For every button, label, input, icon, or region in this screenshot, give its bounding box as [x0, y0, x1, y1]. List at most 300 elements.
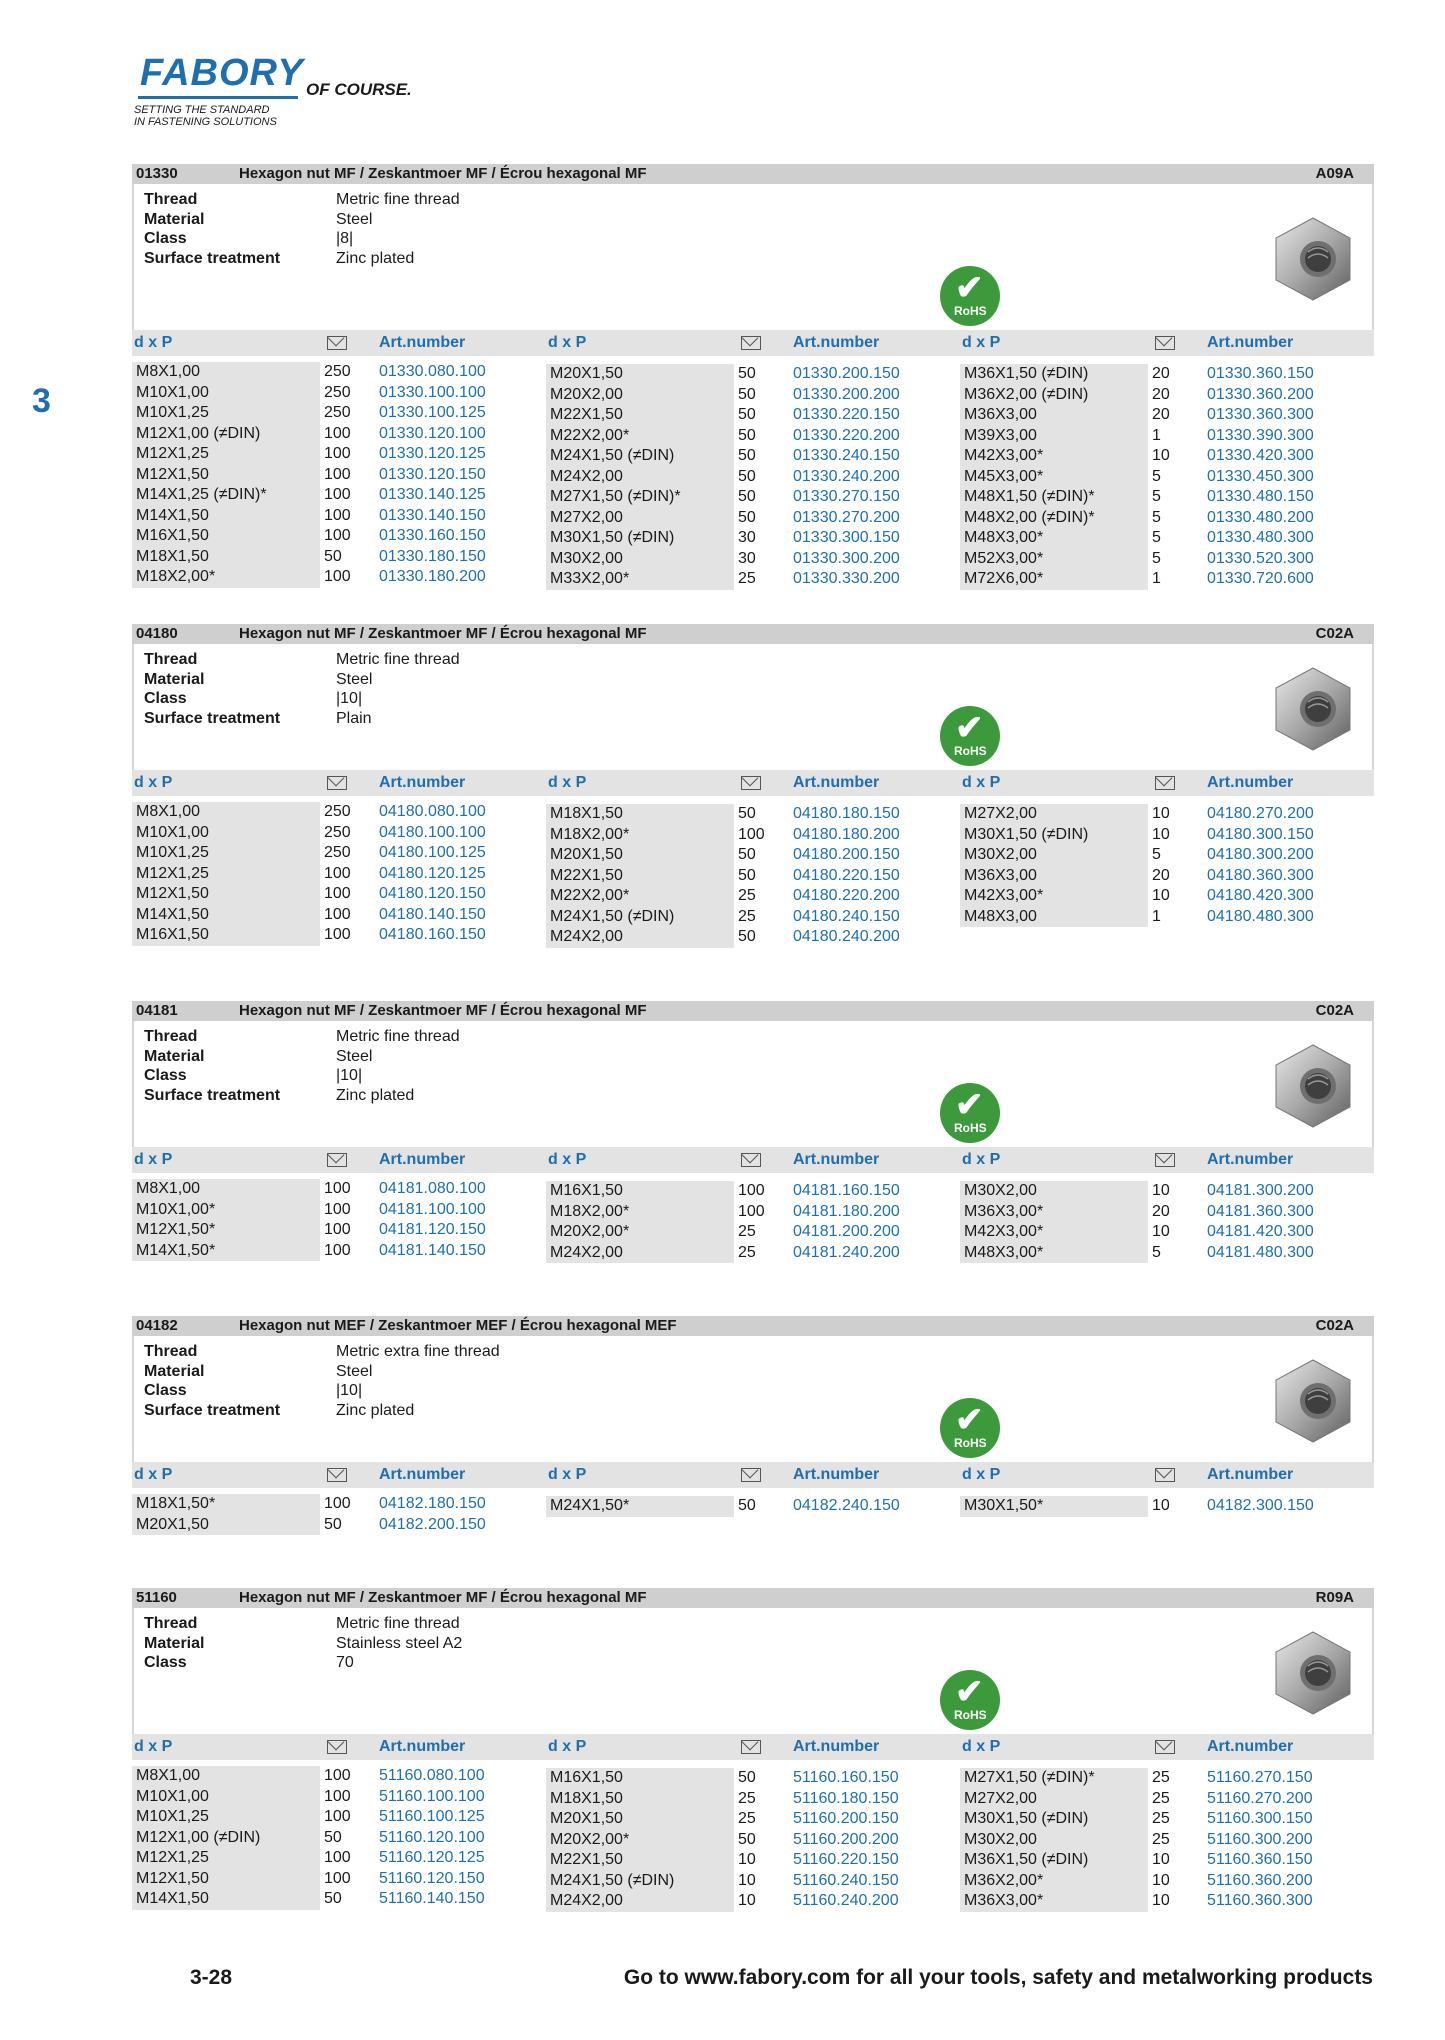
mail-pack-icon: [327, 1740, 347, 1754]
property-value: |8|: [336, 230, 354, 247]
size-column-header: d x P: [134, 1466, 173, 1483]
property-row: [144, 1614, 462, 1634]
article-number-link[interactable]: 04181.300.200: [1207, 1182, 1314, 1199]
size-cell: M24X2,00: [546, 1243, 734, 1264]
article-number-link[interactable]: 04181.140.150: [379, 1241, 486, 1259]
quantity-cell: 20: [1152, 1202, 1170, 1220]
checkmark-icon: ✔: [955, 709, 984, 747]
size-cell: M22X1,50: [546, 405, 734, 426]
quantity-cell: 50: [738, 467, 756, 485]
size-cell: M30X1,50*: [960, 1496, 1148, 1517]
property-row: [144, 1342, 500, 1362]
size-cell: M48X1,50 (≠DIN)*: [960, 487, 1148, 508]
quantity-cell: 10: [1152, 1871, 1170, 1889]
size-cell: M36X3,00*: [960, 1202, 1148, 1223]
quantity-cell: 5: [1152, 508, 1161, 526]
article-number-link[interactable]: 01330.100.125: [379, 404, 486, 421]
size-column-header: d x P: [548, 774, 587, 791]
size-cell: M48X3,00*: [960, 528, 1148, 549]
article-column-header: Art.number: [1207, 774, 1294, 791]
article-column-header: Art.number: [379, 1151, 466, 1168]
quantity-cell: 50: [738, 1830, 756, 1848]
quantity-cell: 100: [324, 465, 351, 483]
article-number-link[interactable]: 01330.270.150: [793, 488, 900, 505]
size-column-header: d x P: [962, 1151, 1001, 1168]
section-header: [132, 1588, 1374, 1608]
quantity-cell: 5: [1152, 467, 1161, 485]
article-number-link[interactable]: 01330.720.600: [1207, 570, 1314, 587]
article-number-link[interactable]: 01330.480.300: [1207, 529, 1314, 546]
property-label: Class: [144, 1654, 187, 1671]
property-value: Metric fine thread: [336, 191, 460, 208]
size-cell: M16X1,50: [546, 1181, 734, 1202]
article-number-link[interactable]: 01330.360.150: [1207, 365, 1314, 382]
property-label: Thread: [144, 651, 198, 668]
article-number-link[interactable]: 01330.140.150: [379, 506, 486, 524]
article-number-link[interactable]: 01330.080.100: [379, 363, 486, 380]
property-label: Thread: [144, 1615, 198, 1632]
quantity-cell: 20: [1152, 385, 1170, 403]
property-label: Thread: [144, 191, 198, 208]
quantity-cell: 50: [738, 928, 756, 945]
size-cell: M48X2,00 (≠DIN)*: [960, 508, 1148, 529]
table-header: [132, 330, 1374, 356]
property-value: Metric fine thread: [336, 651, 460, 668]
article-number-link[interactable]: 01330.300.150: [793, 529, 900, 546]
property-row: [144, 1381, 500, 1401]
article-number-link[interactable]: 04180.240.200: [793, 928, 900, 945]
quantity-cell: 100: [324, 1200, 351, 1218]
mail-pack-icon: [741, 1153, 761, 1167]
article-number-link[interactable]: 04182.180.150: [379, 1495, 486, 1512]
article-number-link[interactable]: 04181.420.300: [1207, 1223, 1314, 1240]
article-number-link[interactable]: 01330.220.200: [793, 426, 900, 444]
size-cell: M42X3,00*: [960, 446, 1148, 467]
size-cell: M14X1,25 (≠DIN)*: [132, 485, 320, 506]
quantity-cell: 25: [738, 1810, 756, 1827]
property-value: Zinc plated: [336, 1086, 415, 1104]
size-cell: M12X1,25: [132, 444, 320, 465]
properties-list: [144, 1342, 500, 1420]
mail-pack-icon: [327, 336, 347, 350]
quantity-cell: 5: [1152, 1243, 1161, 1261]
article-number-link[interactable]: 04180.120.125: [379, 864, 486, 882]
property-label: Material: [144, 1047, 205, 1065]
article-number-link[interactable]: 04181.160.150: [793, 1182, 900, 1199]
article-number-link[interactable]: 04180.270.200: [1207, 805, 1314, 822]
article-number-link[interactable]: 04182.200.150: [379, 1515, 486, 1533]
size-cell: M22X2,00*: [546, 886, 734, 907]
article-number-link[interactable]: 01330.330.200: [793, 570, 900, 587]
quantity-cell: 100: [324, 424, 351, 442]
quantity-cell: 10: [1152, 1182, 1170, 1199]
section-title: Hexagon nut MF / Zeskantmoer MF / Écrou hexagonal MF: [239, 625, 647, 642]
size-cell: M20X2,00: [546, 385, 734, 406]
article-number-link[interactable]: 51160.120.150: [379, 1869, 485, 1887]
rohs-label: RoHS: [954, 1436, 987, 1450]
size-cell: M36X3,00*: [960, 1891, 1148, 1912]
article-number-link[interactable]: 01330.100.100: [379, 383, 486, 401]
quantity-cell: 5: [1152, 549, 1161, 567]
quantity-cell: 10: [738, 1851, 756, 1868]
size-cell: M39X3,00: [960, 426, 1148, 447]
article-number-link[interactable]: 04180.220.150: [793, 866, 900, 884]
chapter-number: 3: [32, 382, 51, 420]
quantity-cell: 100: [324, 568, 351, 585]
properties-list: [144, 650, 460, 728]
property-value: Metric fine thread: [336, 1615, 460, 1632]
size-cell: M20X1,50: [132, 1515, 320, 1536]
article-number-link[interactable]: 04181.360.300: [1207, 1202, 1314, 1220]
section-header: [132, 1001, 1374, 1021]
article-number-link[interactable]: 04181.240.200: [793, 1243, 900, 1261]
product-section-04181: [132, 1001, 1374, 1271]
size-cell: M48X3,00*: [960, 1243, 1148, 1264]
quantity-cell: 50: [738, 866, 756, 884]
size-cell: M8X1,00: [132, 1179, 320, 1200]
article-number-link[interactable]: 04180.300.150: [1207, 825, 1314, 843]
logo-brand: FABORY: [140, 52, 304, 94]
quantity-cell: 20: [1152, 406, 1170, 423]
quantity-cell: 10: [1152, 1851, 1170, 1868]
section-ref: C02A: [1315, 1002, 1354, 1019]
size-cell: M24X1,50 (≠DIN): [546, 446, 734, 467]
article-number-link[interactable]: 51160.080.100: [379, 1767, 485, 1784]
size-cell: M48X3,00: [960, 907, 1148, 928]
article-column-header: Art.number: [1207, 1466, 1294, 1483]
property-value: Plain: [336, 709, 372, 727]
quantity-cell: 100: [324, 905, 351, 923]
size-cell: M30X2,00: [960, 1181, 1148, 1202]
article-number-link[interactable]: 51160.270.150: [1207, 1769, 1313, 1786]
logo-suffix: OF COURSE.: [306, 80, 412, 99]
mail-pack-icon: [327, 776, 347, 790]
mail-pack-icon: [1155, 776, 1175, 790]
product-section-04180: [132, 624, 1374, 956]
article-number-link[interactable]: 01330.140.125: [379, 486, 486, 503]
mail-pack-icon: [741, 1740, 761, 1754]
quantity-cell: 50: [738, 805, 756, 822]
size-column-header: d x P: [134, 1151, 173, 1168]
table-header: [132, 1147, 1374, 1173]
article-number-link[interactable]: 01330.420.300: [1207, 447, 1314, 464]
size-cell: M27X2,00: [960, 804, 1148, 825]
quantity-cell: 50: [738, 1769, 756, 1786]
section-code: 04180: [136, 625, 178, 642]
article-number-link[interactable]: 04181.180.200: [793, 1202, 900, 1220]
article-number-link[interactable]: 01330.390.300: [1207, 426, 1314, 444]
section-header: [132, 164, 1374, 184]
rohs-badge-icon: [940, 1670, 1000, 1730]
footer-text: Go to www.fabory.com for all your tools, safety and metalworking products: [623, 1966, 1373, 1989]
article-column-header: Art.number: [1207, 1738, 1294, 1755]
quantity-cell: 100: [324, 1869, 351, 1887]
size-cell: M16X1,50: [132, 526, 320, 547]
property-row: [144, 229, 460, 249]
hexagon-nut-image: [1268, 214, 1358, 304]
article-number-link[interactable]: 04180.360.300: [1207, 866, 1314, 884]
article-number-link[interactable]: 01330.480.200: [1207, 508, 1314, 526]
quantity-cell: 1: [1152, 426, 1161, 444]
property-label: Material: [144, 670, 205, 688]
article-number-link[interactable]: 04181.100.100: [379, 1200, 486, 1218]
article-number-link[interactable]: 01330.520.300: [1207, 549, 1314, 567]
article-column-header: Art.number: [793, 1738, 880, 1755]
article-number-link[interactable]: 01330.200.200: [793, 385, 900, 403]
mail-pack-icon: [1155, 1468, 1175, 1482]
size-cell: M30X1,50 (≠DIN): [960, 1809, 1148, 1830]
logo-tagline-1: SETTING THE STANDARD: [134, 104, 270, 116]
size-cell: M18X1,50: [546, 804, 734, 825]
article-column-header: Art.number: [379, 774, 466, 791]
article-number-link[interactable]: 51160.300.200: [1207, 1830, 1313, 1848]
article-number-link[interactable]: 04181.480.300: [1207, 1243, 1314, 1261]
section-title: Hexagon nut MF / Zeskantmoer MF / Écrou hexagonal MF: [239, 165, 647, 182]
size-cell: M10X1,25: [132, 403, 320, 424]
property-label: Thread: [144, 1343, 198, 1360]
article-number-link[interactable]: 51160.300.150: [1207, 1810, 1313, 1827]
quantity-cell: 10: [1152, 825, 1170, 843]
size-column-header: d x P: [962, 1466, 1001, 1483]
quantity-cell: 25: [1152, 1810, 1170, 1827]
size-cell: M30X2,00: [960, 1830, 1148, 1851]
size-cell: M27X2,00: [546, 508, 734, 529]
size-cell: M24X1,50 (≠DIN): [546, 907, 734, 928]
article-number-link[interactable]: 04180.420.300: [1207, 887, 1314, 904]
size-column-header: d x P: [134, 774, 173, 791]
property-label: Surface treatment: [144, 709, 281, 727]
article-column-header: Art.number: [793, 774, 880, 791]
quantity-cell: 5: [1152, 846, 1161, 863]
article-number-link[interactable]: 04180.200.150: [793, 846, 900, 863]
article-number-link[interactable]: 01330.360.300: [1207, 406, 1314, 423]
quantity-cell: 10: [738, 1892, 756, 1909]
quantity-cell: 100: [324, 1808, 351, 1825]
size-column-header: d x P: [548, 1151, 587, 1168]
article-number-link[interactable]: 01330.200.150: [793, 365, 900, 382]
article-number-link[interactable]: 51160.360.150: [1207, 1851, 1313, 1868]
article-column-header: Art.number: [379, 334, 466, 351]
size-cell: M14X1,50: [132, 506, 320, 527]
fabory-logo: [134, 52, 434, 142]
size-cell: M36X2,00 (≠DIN): [960, 385, 1148, 406]
size-column-header: d x P: [134, 1738, 173, 1755]
article-number-link[interactable]: 01330.300.200: [793, 549, 900, 567]
property-label: Class: [144, 690, 187, 707]
article-number-link[interactable]: 04180.080.100: [379, 803, 486, 820]
quantity-cell: 100: [324, 864, 351, 882]
section-ref: C02A: [1315, 625, 1354, 642]
size-cell: M45X3,00*: [960, 467, 1148, 488]
size-cell: M20X1,50: [546, 364, 734, 385]
article-number-link[interactable]: 51160.240.200: [793, 1892, 899, 1909]
article-number-link[interactable]: 04180.180.150: [793, 805, 900, 822]
size-cell: M12X1,50*: [132, 1220, 320, 1241]
size-cell: M16X1,50: [546, 1768, 734, 1789]
article-number-link[interactable]: 01330.180.200: [379, 568, 486, 585]
quantity-cell: 50: [738, 385, 756, 403]
section-properties-box: [132, 184, 1374, 344]
quantity-cell: 100: [324, 926, 351, 943]
size-cell: M8X1,00: [132, 362, 320, 383]
article-number-link[interactable]: 51160.100.125: [379, 1808, 485, 1825]
section-code: 51160: [136, 1589, 177, 1606]
section-title: Hexagon nut MF / Zeskantmoer MF / Écrou hexagonal MF: [239, 1002, 647, 1019]
article-number-link[interactable]: 04180.160.150: [379, 926, 486, 943]
quantity-cell: 100: [324, 1221, 351, 1238]
checkmark-icon: ✔: [955, 269, 984, 307]
article-number-link[interactable]: 01330.270.200: [793, 508, 900, 526]
size-cell: M10X1,25: [132, 1807, 320, 1828]
quantity-cell: 50: [738, 508, 756, 526]
article-number-link[interactable]: 01330.120.125: [379, 445, 486, 462]
hexagon-nut-image: [1268, 1356, 1358, 1446]
quantity-cell: 100: [324, 1241, 351, 1259]
article-number-link[interactable]: 04180.480.300: [1207, 907, 1314, 925]
size-cell: M22X2,00*: [546, 426, 734, 447]
logo-tagline: [134, 104, 277, 128]
article-number-link[interactable]: 04182.300.150: [1207, 1497, 1314, 1514]
article-number-link[interactable]: 01330.480.150: [1207, 488, 1314, 505]
property-row: [144, 1086, 460, 1106]
article-number-link[interactable]: 04181.120.150: [379, 1221, 486, 1238]
article-number-link[interactable]: 04180.180.200: [793, 825, 900, 843]
size-cell: M27X1,50 (≠DIN)*: [960, 1768, 1148, 1789]
article-number-link[interactable]: 51160.200.150: [793, 1810, 899, 1827]
checkmark-icon: ✔: [955, 1673, 984, 1711]
quantity-cell: 10: [1152, 1223, 1170, 1240]
size-cell: M12X1,00 (≠DIN): [132, 424, 320, 445]
size-cell: M12X1,25: [132, 1848, 320, 1869]
article-number-link[interactable]: 01330.450.300: [1207, 467, 1314, 485]
quantity-cell: 100: [324, 486, 351, 503]
article-number-link[interactable]: 04180.100.100: [379, 823, 486, 841]
mail-pack-icon: [1155, 336, 1175, 350]
quantity-cell: 50: [738, 426, 756, 444]
mail-pack-icon: [741, 776, 761, 790]
property-row: [144, 709, 460, 729]
property-value: Metric fine thread: [336, 1028, 460, 1045]
quantity-cell: 5: [1152, 488, 1161, 505]
article-number-link[interactable]: 01330.220.150: [793, 406, 900, 423]
quantity-cell: 10: [1152, 1892, 1170, 1909]
article-number-link[interactable]: 51160.120.100: [379, 1828, 485, 1846]
article-number-link[interactable]: 51160.200.200: [793, 1830, 899, 1848]
article-number-link[interactable]: 51160.180.150: [793, 1789, 899, 1807]
rohs-label: RoHS: [954, 1708, 987, 1722]
property-row: [144, 1027, 460, 1047]
article-number-link[interactable]: 01330.240.200: [793, 467, 900, 485]
article-number-link[interactable]: 01330.360.200: [1207, 385, 1314, 403]
article-number-link[interactable]: 04180.220.200: [793, 887, 900, 904]
quantity-cell: 50: [738, 365, 756, 382]
quantity-cell: 250: [324, 383, 351, 401]
article-number-link[interactable]: 04180.120.150: [379, 885, 486, 902]
quantity-cell: 1: [1152, 570, 1161, 587]
property-label: Surface treatment: [144, 249, 281, 267]
table-header: [132, 770, 1374, 796]
rohs-label: RoHS: [954, 744, 987, 758]
article-number-link[interactable]: 01330.160.150: [379, 527, 486, 544]
article-number-link[interactable]: 51160.360.300: [1207, 1892, 1313, 1909]
size-cell: M12X1,00 (≠DIN): [132, 1828, 320, 1849]
property-row: [144, 1653, 462, 1673]
article-number-link[interactable]: 51160.100.100: [379, 1787, 485, 1805]
rohs-label: RoHS: [954, 304, 987, 318]
section-code: 04181: [136, 1002, 178, 1019]
article-number-link[interactable]: 04182.240.150: [793, 1497, 900, 1514]
size-column-header: d x P: [134, 334, 173, 351]
mail-pack-icon: [1155, 1740, 1175, 1754]
mail-pack-icon: [327, 1468, 347, 1482]
property-label: Material: [144, 210, 205, 228]
article-number-link[interactable]: 51160.160.150: [793, 1769, 899, 1786]
hexagon-nut-image: [1268, 664, 1358, 754]
article-number-link[interactable]: 04181.200.200: [793, 1223, 900, 1240]
article-number-link[interactable]: 04180.140.150: [379, 905, 486, 923]
properties-list: [144, 190, 460, 268]
article-number-link[interactable]: 51160.220.150: [793, 1851, 899, 1868]
quantity-cell: 100: [738, 1202, 765, 1220]
property-value: Zinc plated: [336, 249, 415, 267]
table-header: [132, 1462, 1374, 1488]
article-number-link[interactable]: 04180.240.150: [793, 907, 900, 925]
property-value: Stainless steel A2: [336, 1634, 463, 1652]
property-row: [144, 650, 460, 670]
size-cell: M36X1,50 (≠DIN): [960, 1850, 1148, 1871]
quantity-cell: 100: [324, 527, 351, 544]
size-cell: M18X2,00*: [546, 825, 734, 846]
quantity-cell: 250: [324, 404, 351, 421]
quantity-cell: 10: [1152, 805, 1170, 822]
quantity-cell: 25: [738, 887, 756, 904]
quantity-cell: 50: [738, 406, 756, 423]
section-ref: C02A: [1315, 1317, 1354, 1334]
quantity-cell: 100: [324, 1180, 351, 1197]
property-label: Surface treatment: [144, 1401, 281, 1419]
article-number-link[interactable]: 04180.300.200: [1207, 846, 1314, 863]
mail-pack-icon: [1155, 1153, 1175, 1167]
article-number-link[interactable]: 51160.270.200: [1207, 1789, 1313, 1807]
size-cell: M36X3,00: [960, 405, 1148, 426]
article-number-link[interactable]: 04180.100.125: [379, 844, 486, 861]
size-cell: M10X1,25: [132, 843, 320, 864]
mail-pack-icon: [327, 1153, 347, 1167]
article-number-link[interactable]: 51160.120.125: [379, 1849, 485, 1866]
property-value: |10|: [336, 1382, 363, 1399]
size-cell: M30X2,00: [960, 845, 1148, 866]
size-cell: M24X2,00: [546, 1891, 734, 1912]
quantity-cell: 100: [324, 885, 351, 902]
article-number-link[interactable]: 04181.080.100: [379, 1180, 486, 1197]
section-ref: R09A: [1315, 1589, 1354, 1606]
article-number-link[interactable]: 01330.180.150: [379, 547, 486, 565]
quantity-cell: 25: [738, 570, 756, 587]
article-number-link[interactable]: 01330.240.150: [793, 447, 900, 464]
quantity-cell: 25: [738, 907, 756, 925]
size-cell: M10X1,00: [132, 1787, 320, 1808]
article-number-link[interactable]: 51160.240.150: [793, 1871, 899, 1889]
article-number-link[interactable]: 01330.120.150: [379, 465, 486, 483]
property-row: [144, 1634, 462, 1654]
article-number-link[interactable]: 51160.360.200: [1207, 1871, 1313, 1889]
size-column-header: d x P: [548, 1738, 587, 1755]
article-number-link[interactable]: 01330.120.100: [379, 424, 486, 442]
quantity-cell: 10: [1152, 447, 1170, 464]
article-number-link[interactable]: 51160.140.150: [379, 1890, 485, 1907]
property-value: Steel: [336, 1362, 373, 1380]
property-label: Class: [144, 1067, 187, 1084]
